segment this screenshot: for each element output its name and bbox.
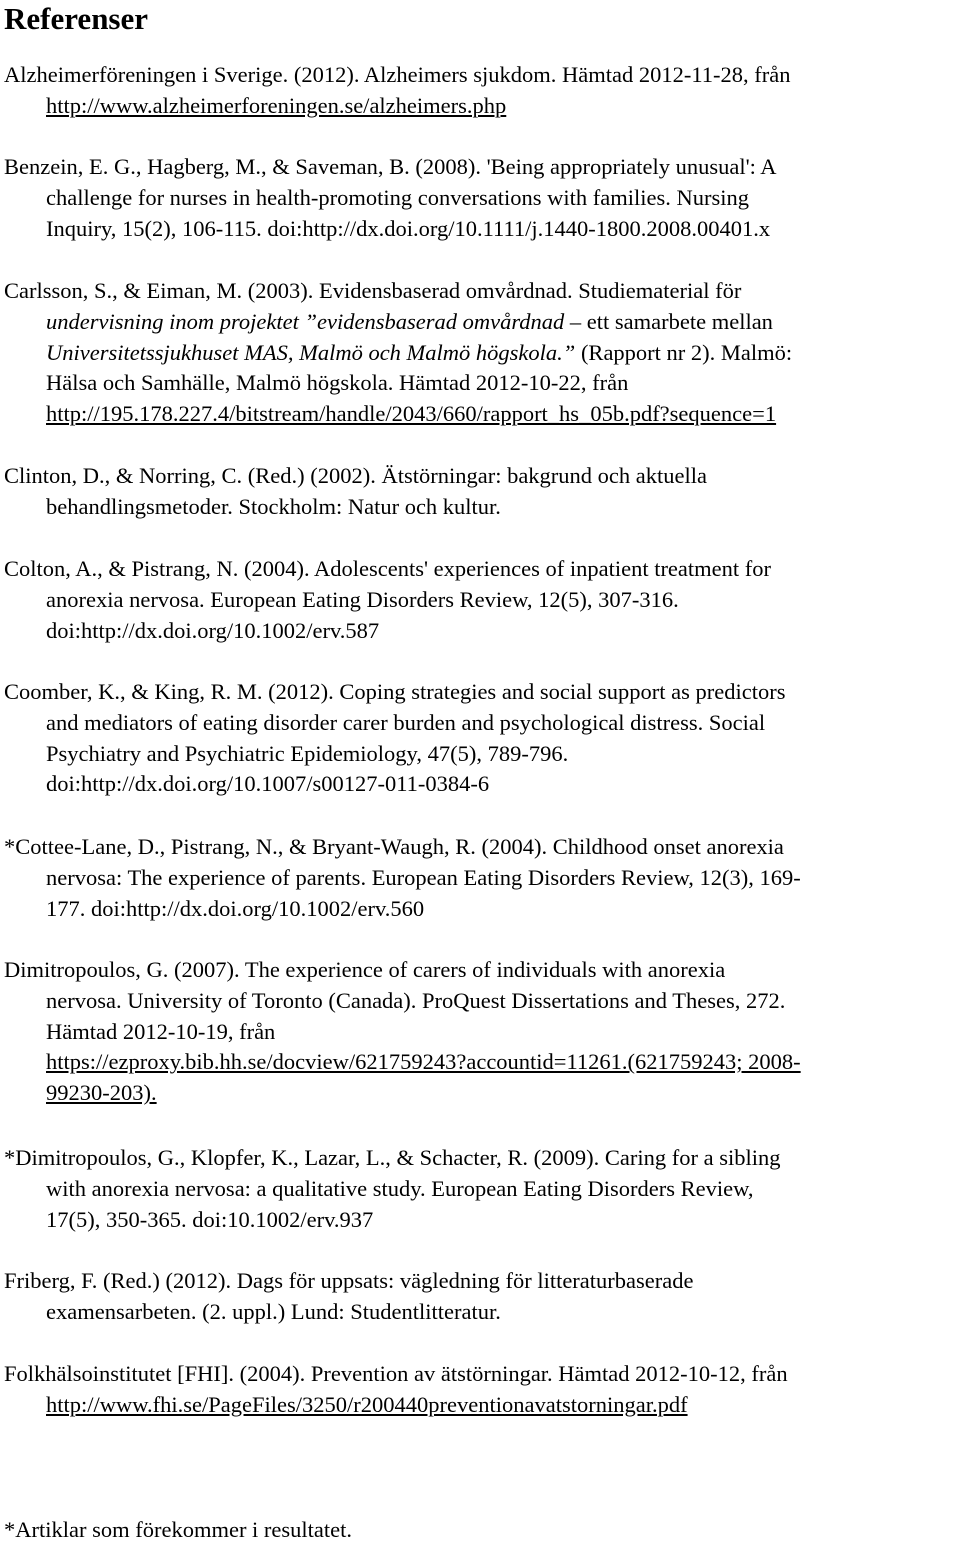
reference-text: behandlingsmetoder. Stockholm: Natur och kultur.	[46, 493, 501, 519]
reference-line	[46, 1047, 956, 1078]
reference-text: Inquiry, 15(2), 106-115. doi:http://dx.doi.org/10.1111/j.1440-1800.2008.00401.x	[46, 215, 771, 241]
reference-text: anorexia nervosa. European Eating Disorders Review, 12(5), 307-316.	[46, 586, 679, 612]
reference-text: Folkhälsoinstitutet [FHI]. (2004). Prevention av ätstörningar. Hämtad 2012-10-12, från	[4, 1361, 788, 1386]
reference-line	[4, 1266, 956, 1297]
reference-entry	[4, 677, 956, 800]
reference-link[interactable]: http://www.fhi.se/PageFiles/3250/r200440preventionavatstorningar.pdf	[46, 1391, 688, 1417]
reference-entry	[4, 832, 956, 924]
reference-line	[46, 585, 956, 616]
reference-line	[46, 91, 956, 122]
reference-link[interactable]: http://195.178.227.4/bitstream/handle/2043/660/rapport_hs_05b.pdf?sequence=1	[46, 401, 777, 427]
reference-line	[46, 399, 956, 430]
reference-line	[46, 214, 956, 245]
footnote: *Artiklar som förekommer i resultatet.	[4, 1517, 353, 1542]
reference-line	[46, 368, 956, 399]
reference-text: challenge for nurses in health-promoting conversations with families. Nursing	[46, 184, 749, 210]
reference-text: Colton, A., & Pistrang, N. (2004). Adolescents' experiences of inpatient treatment for	[4, 556, 772, 581]
reference-text: with anorexia nervosa: a qualitative study. European Eating Disorders Review,	[46, 1175, 754, 1201]
reference-line	[46, 1205, 956, 1236]
reference-text: Coomber, K., & King, R. M. (2012). Coping strategies and social support as predictors	[4, 679, 786, 704]
reference-line	[4, 461, 956, 492]
reference-text: Psychiatry and Psychiatric Epidemiology, 47(5), 789-796.	[46, 740, 569, 766]
reference-italic-text: undervisning inom projektet ”evidensbaserad omvårdnad	[46, 308, 565, 334]
reference-line	[46, 1078, 956, 1109]
reference-text: Hälsa och Samhälle, Malmö högskola. Hämtad 2012-10-22, från	[46, 370, 629, 396]
page-title: Referenser	[4, 1, 149, 36]
reference-entry	[4, 1143, 956, 1235]
reference-text: 177. doi:http://dx.doi.org/10.1002/erv.560	[46, 895, 425, 921]
reference-text: Carlsson, S., & Eiman, M. (2003). Evidensbaserad omvårdnad. Studiematerial för	[4, 278, 742, 303]
reference-line	[4, 554, 956, 585]
reference-text: Dimitropoulos, G. (2007). The experience of carers of individuals with anorexia	[4, 957, 726, 982]
reference-text: nervosa: The experience of parents. European Eating Disorders Review, 12(3), 169-	[46, 864, 801, 890]
reference-entry	[4, 554, 956, 646]
reference-text: nervosa. University of Toronto (Canada). ProQuest Dissertations and Theses, 272.	[46, 987, 786, 1013]
reference-italic-text: Universitetssjukhuset MAS, Malmö och Malmö högskola.”	[46, 339, 576, 365]
reference-line	[46, 986, 956, 1017]
reference-text: *Dimitropoulos, G., Klopfer, K., Lazar, L., & Schacter, R. (2009). Caring for a sibling	[4, 1145, 781, 1170]
reference-line	[4, 276, 956, 307]
reference-line	[46, 769, 956, 800]
reference-line	[46, 863, 956, 894]
reference-entry	[4, 1266, 956, 1328]
reference-line	[46, 307, 956, 338]
reference-line	[46, 1174, 956, 1205]
reference-text: Friberg, F. (Red.) (2012). Dags för uppsats: vägledning för litteraturbaserade	[4, 1268, 694, 1293]
reference-entry	[4, 276, 956, 430]
reference-line	[4, 677, 956, 708]
reference-text: – ett samarbete mellan	[564, 308, 773, 334]
reference-text: Clinton, D., & Norring, C. (Red.) (2002). Ätstörningar: bakgrund och aktuella	[4, 463, 708, 488]
reference-line	[46, 894, 956, 925]
reference-line	[46, 338, 956, 369]
reference-link[interactable]: 99230-203).	[46, 1080, 157, 1106]
reference-line	[46, 1390, 956, 1421]
reference-text: and mediators of eating disorder carer burden and psychological distress. Social	[46, 709, 766, 735]
reference-text: (Rapport nr 2). Malmö:	[575, 339, 793, 365]
reference-link[interactable]: http://www.alzheimerforeningen.se/alzheimers.php	[46, 92, 507, 118]
reference-text: Hämtad 2012-10-19, från	[46, 1018, 276, 1044]
reference-line	[4, 60, 956, 91]
reference-line	[4, 1143, 956, 1174]
reference-text: doi:http://dx.doi.org/10.1002/erv.587	[46, 617, 380, 643]
reference-text: examensarbeten. (2. uppl.) Lund: Studentlitteratur.	[46, 1298, 501, 1324]
reference-link[interactable]: https://ezproxy.bib.hh.se/docview/621759243?accountid=11261.(621759243; 2008-	[46, 1049, 801, 1075]
reference-text: 17(5), 350-365. doi:10.1002/erv.937	[46, 1206, 374, 1232]
reference-text: *Cottee-Lane, D., Pistrang, N., & Bryant-Waugh, R. (2004). Childhood onset anorexia	[4, 834, 784, 859]
reference-entry	[4, 152, 956, 244]
reference-line	[4, 955, 956, 986]
reference-entry	[4, 461, 956, 523]
reference-line	[4, 1359, 956, 1390]
reference-line	[46, 492, 956, 523]
reference-entry	[4, 1359, 956, 1421]
reference-entry	[4, 955, 956, 1109]
reference-line	[46, 1297, 956, 1328]
reference-line	[4, 152, 956, 183]
reference-entry	[4, 60, 956, 122]
reference-text: Benzein, E. G., Hagberg, M., & Saveman, B. (2008). 'Being appropriately unusual': A	[4, 154, 777, 179]
reference-text: doi:http://dx.doi.org/10.1007/s00127-011-0384-6	[46, 771, 490, 797]
reference-line	[46, 1017, 956, 1048]
reference-line	[46, 616, 956, 647]
reference-line	[4, 832, 956, 863]
reference-line	[46, 183, 956, 214]
reference-text: Alzheimerföreningen i Sverige. (2012). Alzheimers sjukdom. Hämtad 2012-11-28, från	[4, 62, 791, 87]
reference-line	[46, 739, 956, 770]
reference-line	[46, 708, 956, 739]
